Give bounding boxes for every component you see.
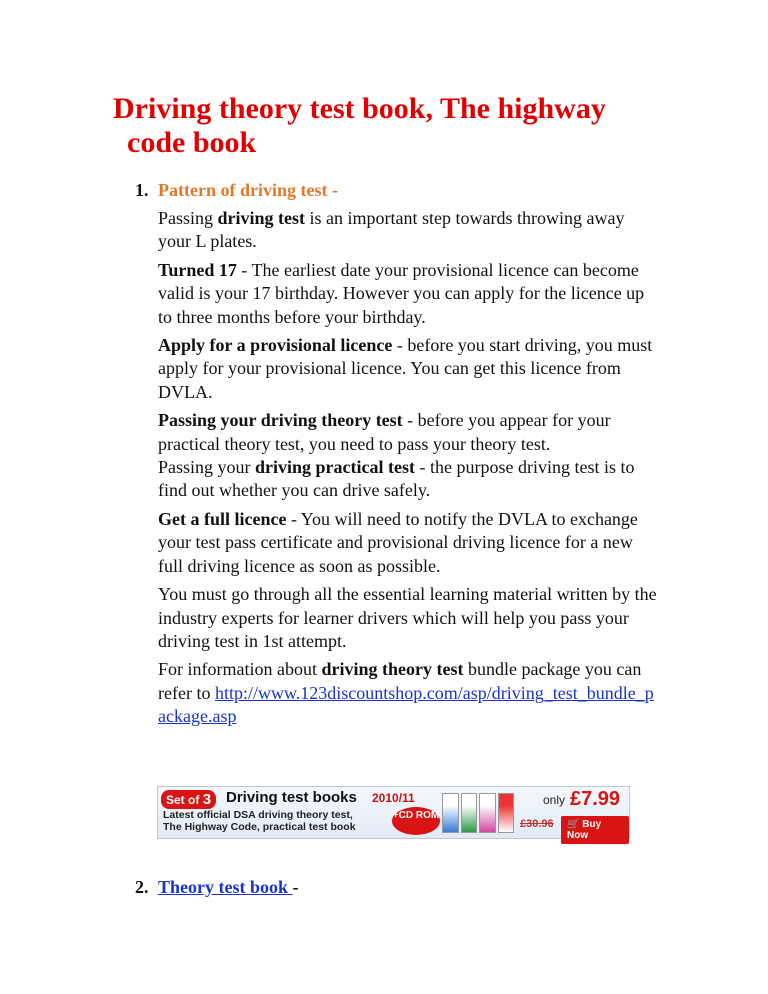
text: - before you start driving, you must apply for your provisional licence. You can get this licence from DVLA.: [158, 335, 653, 402]
bold-text: Turned 17: [158, 259, 237, 280]
banner-year: 2010/11: [372, 791, 415, 805]
book-cover: [498, 793, 515, 833]
buy-now-label: Buy Now: [567, 819, 602, 841]
text: Passing: [158, 208, 218, 228]
bold-text: driving practical test: [255, 457, 415, 478]
bold-text: driving theory test: [321, 659, 464, 680]
item-number: 2.: [135, 877, 149, 897]
cart-icon: 🛒: [567, 819, 583, 830]
promo-banner[interactable]: [157, 786, 630, 839]
set-of-label: Set of: [166, 793, 200, 807]
text: is an important step towards throwing away your L plates.: [158, 208, 625, 252]
cd-rom-badge: +CD ROM: [392, 807, 440, 835]
item-heading: Pattern of driving test -: [158, 180, 338, 200]
banner-title: Driving test books: [226, 789, 357, 806]
bundle-package-link[interactable]: http://www.123discountshop.com/asp/driving_test_bundle_package.asp: [158, 682, 654, 727]
price: £7.99: [570, 788, 621, 810]
text: - the purpose driving test is to find out whether you can drive safely.: [158, 457, 635, 501]
page-title: Driving theory test book, The highway code book: [113, 92, 606, 159]
paragraph: [158, 583, 658, 653]
buy-now-button[interactable]: [561, 816, 629, 844]
bold-text: Apply for a provisional licence: [158, 335, 393, 356]
set-of-badge: [161, 790, 216, 809]
banner-subtitle: [163, 809, 356, 833]
book-covers-image: [442, 793, 514, 833]
paragraph: [158, 259, 658, 329]
book-cover: [461, 793, 478, 833]
paragraph: [158, 456, 658, 503]
item-1-body: [158, 207, 658, 734]
book-cover: [479, 793, 496, 833]
text: bundle package you can refer to: [158, 659, 642, 703]
set-of-number: 3: [202, 791, 212, 808]
subtitle-line: Latest official DSA driving theory test,: [163, 809, 353, 821]
text: - You will need to notify the DVLA to exchange your test pass certificate and provisional driving licence for a new full driving licence as soon as possible.: [158, 508, 638, 576]
paragraph: [158, 508, 658, 578]
paragraph: [158, 207, 658, 254]
bold-text: Get a full licence: [158, 508, 287, 529]
paragraph: [158, 658, 658, 728]
text: For information about: [158, 659, 322, 680]
text: You must go through all the essential learning material written by the industry experts for learner drivers which will help you pass your driving test in 1st attempt.: [158, 584, 657, 651]
theory-test-book-link[interactable]: Theory test book: [158, 877, 293, 897]
paragraph: [158, 334, 658, 404]
item-number: 1.: [135, 180, 149, 200]
old-price: £30.96: [520, 818, 554, 830]
text: - before you appear for your practical theory test, you need to pass your theory test.: [158, 410, 611, 454]
text: - The earliest date your provisional licence can become valid is your 17 birthday. However you can apply for the licence up to three months before your birthday.: [158, 259, 645, 327]
book-cover: [442, 793, 459, 833]
subtitle-line: The Highway Code, practical test book: [163, 821, 356, 833]
only-label: only: [543, 793, 566, 807]
list-item-1: [135, 179, 338, 202]
item-suffix: -: [292, 877, 299, 897]
paragraph: [158, 409, 658, 456]
text: Passing your: [158, 457, 256, 478]
bold-text: driving test: [217, 208, 306, 228]
bold-text: Passing your driving theory test: [158, 410, 403, 431]
list-item-2: [135, 876, 299, 899]
